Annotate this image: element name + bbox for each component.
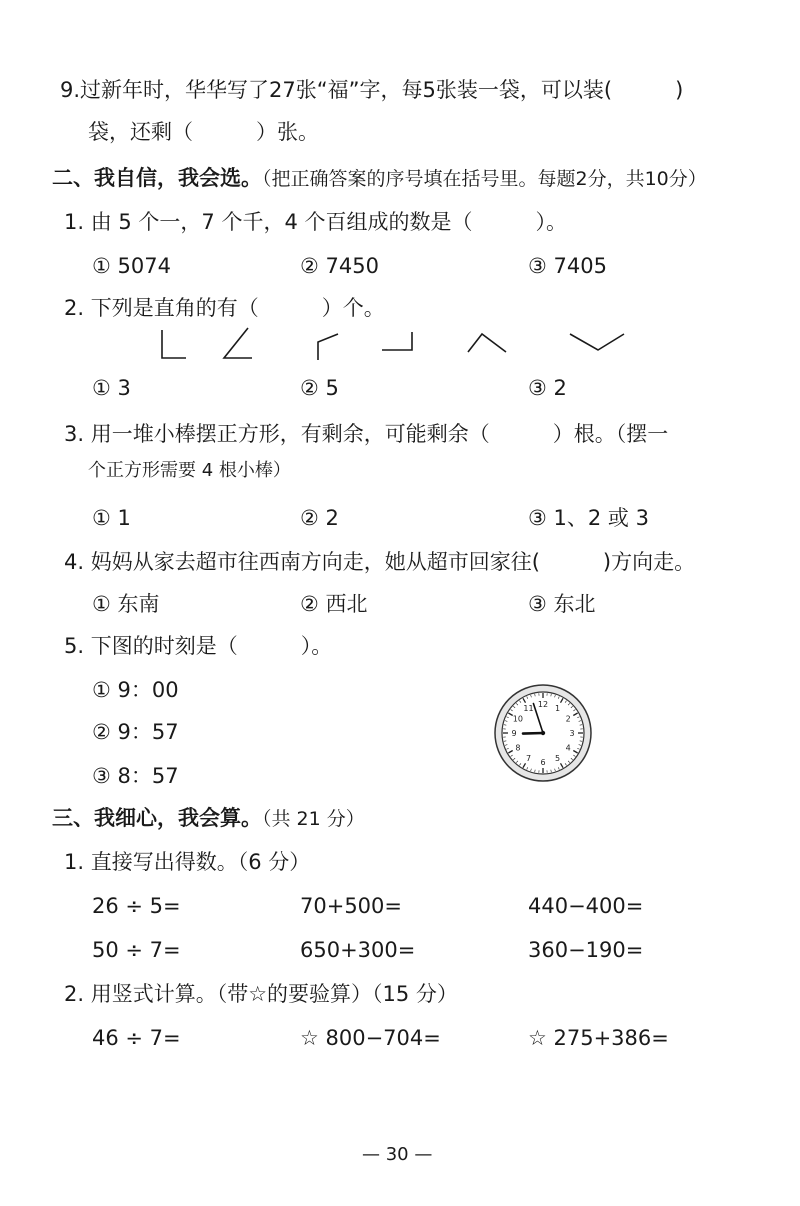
- s2-q4-option-1: ① 东南: [92, 592, 160, 616]
- s2-q1-option-2: ② 7450: [300, 254, 379, 278]
- s3-q2-c1: 46 ÷ 7=: [92, 1026, 181, 1050]
- clock-number: 7: [525, 754, 532, 764]
- s2-q3-text-line2: 个正方形需要 4 根小棒）: [88, 460, 291, 481]
- clock-center-pin: [541, 731, 545, 735]
- section2-heading: [52, 168, 707, 189]
- s2-q1-option-3: ③ 7405: [528, 254, 607, 278]
- s2-q4-text: 4. 妈妈从家去超市往西南方向走，她从超市回家往( )方向走。: [64, 550, 696, 574]
- clock-number: 8: [515, 743, 521, 753]
- clock-number: 1: [554, 703, 561, 713]
- s3-q2-c2: ☆ 800−704=: [300, 1026, 441, 1050]
- s2-q5-option-3: ③ 8：57: [92, 764, 179, 788]
- clock-hour-hand: [523, 733, 543, 734]
- clock-number: 11: [523, 703, 534, 713]
- s2-q5-option-2: ② 9：57: [92, 720, 179, 744]
- section3-heading: [52, 808, 365, 829]
- s3-q2-c3: ☆ 275+386=: [528, 1026, 669, 1050]
- s3-q1-r2-c2: 650+300=: [300, 938, 416, 962]
- s2-q2-option-3: ③ 2: [528, 376, 567, 400]
- angle-figure-2: [224, 328, 252, 358]
- angle-figure-3: [318, 334, 338, 360]
- s2-q3-text-line1: 3. 用一堆小棒摆正方形，有剩余，可能剩余（ ）根。（摆一: [64, 422, 669, 446]
- s2-q3-option-3: ③ 1、2 或 3: [528, 506, 649, 530]
- s3-q1-r1-c3: 440−400=: [528, 894, 644, 918]
- s2-q1-text: 1. 由 5 个一，7 个千，4 个百组成的数是（ ）。: [64, 210, 567, 234]
- section2-note: （把正确答案的序号填在括号里。每题2分，共10分）: [262, 168, 707, 190]
- s2-q3-option-2: ② 2: [300, 506, 339, 530]
- clock-figure: [493, 683, 593, 783]
- angle-figure-5: [468, 334, 506, 352]
- clock-number: 4: [565, 743, 571, 753]
- s2-q1-option-1: ① 5074: [92, 254, 171, 278]
- q9-line1: 9.过新年时，华华写了27张“福”字，每5张装一袋，可以装( ): [60, 78, 684, 102]
- s2-q2-option-1: ① 3: [92, 376, 131, 400]
- s3-q1-r2-c3: 360−190=: [528, 938, 644, 962]
- clock-number: 10: [512, 714, 523, 724]
- s2-q3-option-1: ① 1: [92, 506, 131, 530]
- clock-number: 3: [569, 729, 575, 738]
- clock-number: 9: [511, 729, 517, 738]
- s2-q2-option-2: ② 5: [300, 376, 339, 400]
- s3-q1-r1-c1: 26 ÷ 5=: [92, 894, 181, 918]
- q9-line2: 袋，还剩（ ）张。: [88, 120, 319, 144]
- section2-title: 二、我自信，我会选。: [52, 166, 262, 190]
- clock-number: 5: [554, 754, 561, 764]
- clock-number: 12: [537, 700, 549, 709]
- angle-figure-1: [162, 330, 186, 358]
- angle-figure-6: [570, 334, 624, 350]
- s3-q1-r1-c2: 70+500=: [300, 894, 402, 918]
- page-number: — 30 —: [362, 1144, 433, 1165]
- angle-figure-4: [382, 332, 412, 350]
- clock-number: 6: [540, 758, 546, 767]
- clock-number: 2: [565, 714, 571, 724]
- s3-q2-text: 2. 用竖式计算。（带☆的要验算）（15 分）: [64, 982, 458, 1006]
- s2-q4-option-2: ② 西北: [300, 592, 368, 616]
- s2-q4-option-3: ③ 东北: [528, 592, 596, 616]
- s2-q5-text: 5. 下图的时刻是（ ）。: [64, 634, 333, 658]
- s2-q5-option-1: ① 9：00: [92, 678, 179, 702]
- section3-title: 三、我细心，我会算。: [52, 806, 262, 830]
- s3-q1-text: 1. 直接写出得数。（6 分）: [64, 850, 311, 874]
- s2-q2-text: 2. 下列是直角的有（ ）个。: [64, 296, 385, 320]
- s3-q1-r2-c1: 50 ÷ 7=: [92, 938, 181, 962]
- section3-note: （共 21 分）: [262, 808, 365, 830]
- angle-figures: [0, 320, 800, 380]
